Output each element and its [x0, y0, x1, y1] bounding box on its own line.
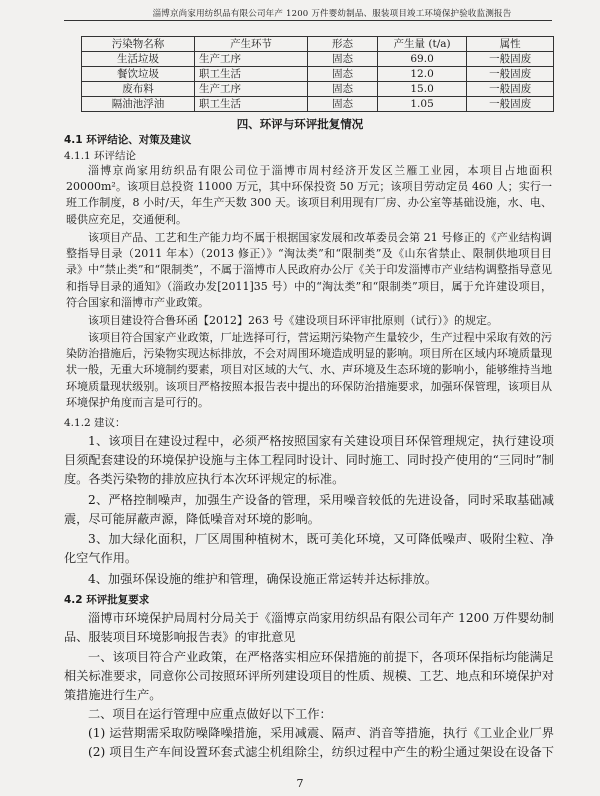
table-cell: 固态 — [308, 52, 378, 67]
table-header-cell: 产生环节 — [195, 37, 308, 52]
table-cell: 职工生活 — [195, 97, 308, 112]
table-header-row — [82, 37, 554, 52]
table-cell: 1.05 — [377, 97, 466, 112]
table-header-cell: 形态 — [308, 37, 378, 52]
table-cell: 15.0 — [377, 82, 466, 97]
approval-title: 淄博市环境保护局周村分局关于《淄博京尚家用纺织品有限公司年产 1200 万件婴幼制品、服装项目环境影响报告表》的审批意见 — [64, 611, 554, 644]
suggestion-3: 3、加大绿化面积，厂区周围种植树木，既可美化环境，又可降低噪声、吸附尘粒、净化空气作用。 — [64, 532, 554, 565]
approval-item-1: 一、该项目符合产业政策，在严格落实相应环保措施的前提下，各项环保指标均能满足相关标准要求，同意你公司按照环评所列建设项目的性质、规模、工艺、地点和环境保护对策措施进行生产。 — [64, 650, 554, 702]
table-header-cell: 产生量 (t/a) — [377, 37, 466, 52]
table-cell: 一般固废 — [467, 52, 554, 67]
table-cell: 隔油池浮油 — [82, 97, 195, 112]
approval-item-2-1: (1) 运营期需采取防噪降噪措施，采用减震、隔声、消音等措施，执行《工业企业厂界 — [88, 726, 554, 740]
suggestion-4: 4、加强环保设施的维护和管理，确保设施正常运转并达标排放。 — [88, 572, 438, 586]
table-row — [82, 97, 554, 112]
suggestion-2: 2、严格控制噪声，加强生产设备的管理，采用噪音较低的先进设备，同时采取基础减震，尽可能屏蔽声源，降低噪音对环境的影响。 — [64, 493, 554, 526]
table-header-cell: 污染物名称 — [82, 37, 195, 52]
subsection-heading-4-1-2: 4.1.2 建议： — [64, 417, 126, 429]
section-heading-4-2: 4.2 环评批复要求 — [64, 594, 150, 606]
conclusion-paragraph-4: 该项目符合国家产业政策，厂址选择可行，营运期污染物产生量较少，生产过程中采取有效的污染防治措施后，污染物实现达标排放，不会对周围环境造成明显的影响。项目所在区域内环境质量现状一般，无重大环境制约要素，项目对区域的大气、水、声环境及生态环境的影响小，能够维持当地环境质量现状级别。该项目严格按照本报告表中提出的环保防治措施要求，加强环保管理，该项目从环境保护角度而言是可行的。 — [66, 331, 552, 409]
table-cell: 12.0 — [377, 67, 466, 82]
conclusion-paragraph-3: 该项目建设符合鲁环函【2012】263 号《建设项目环评审批原则（试行）》的规定。 — [88, 314, 498, 327]
running-header: 淄博京尚家用纺织品有限公司年产 1200 万件婴幼制品、服装项目竣工环境保护验收监测报告 — [152, 9, 512, 19]
section-heading-4-1: 4.1 环评结论、对策及建议 — [64, 134, 192, 146]
table-cell: 固态 — [308, 82, 378, 97]
suggestion-1: 1、该项目在建设过程中，必须严格按照国家有关建设项目环保管理规定，执行建设项目须配套建设的环境保护设施与主体工程同时设计、同时施工、同时投产使用的“三同时”制度。各类污染物的排放应执行本次环评规定的标准。 — [64, 434, 554, 486]
subsection-heading-4-1-1: 4.1.1 环评结论 — [64, 150, 137, 162]
conclusion-paragraph-1: 淄博京尚家用纺织品有限公司位于淄博市周村经济开发区兰雁工业园，本项目占地面积 20000m²。该项目总投资 11000 万元，其中环保投资 50 万元；该项目劳动定员 460 人；实行一班工作制度，8 小时/天，年生产天数 300 天。该项目利用现有厂房、办公室等基础设施，水、电、暖供应充足，交通便利。 — [66, 164, 552, 226]
approval-item-2-2: (2) 项目生产车间设置环套式滤尘机组除尘，纺织过程中产生的粉尘通过架设在设备下 — [88, 745, 554, 759]
page-number: 7 — [296, 777, 304, 790]
chapter-title: 四、环评与环评批复情况 — [236, 117, 364, 131]
table-header-cell: 属性 — [467, 37, 554, 52]
table-row — [82, 52, 554, 67]
table-cell: 生产工序 — [195, 82, 308, 97]
table-cell: 一般固废 — [467, 82, 554, 97]
solid-waste-table — [81, 36, 554, 112]
table-cell: 69.0 — [377, 52, 466, 67]
table-row — [82, 67, 554, 82]
table-cell: 废布料 — [82, 82, 195, 97]
table-cell: 生活垃圾 — [82, 52, 195, 67]
table-cell: 一般固废 — [467, 67, 554, 82]
table-cell: 固态 — [308, 97, 378, 112]
table-cell: 固态 — [308, 67, 378, 82]
table-cell: 餐饮垃圾 — [82, 67, 195, 82]
table-cell: 职工生活 — [195, 67, 308, 82]
approval-item-2: 二、项目在运行管理中应重点做好以下工作： — [88, 707, 332, 721]
header-rule — [64, 20, 552, 21]
table-cell: 生产工序 — [195, 52, 308, 67]
conclusion-paragraph-2: 该项目产品、工艺和生产能力均不属于根据国家发展和改革委员会第 21 号修正的《产业结构调整指导目录（2011 年本）（2013 修正）》“淘汰类”和“限制类”及《山东省禁止、限制供地项目目录》中“禁止类”和“限制类”，不属于淄博市人民政府办公厅《关于印发淄博市产业结构调整指导意见和指导目录的通知》（淄政办发[2011]35 号）中的“淘汰类”和“限制类”项目，属于允许建设项目，符合国家和淄博市产业政策。 — [66, 231, 552, 309]
table-row — [82, 82, 554, 97]
table-cell: 一般固废 — [467, 97, 554, 112]
